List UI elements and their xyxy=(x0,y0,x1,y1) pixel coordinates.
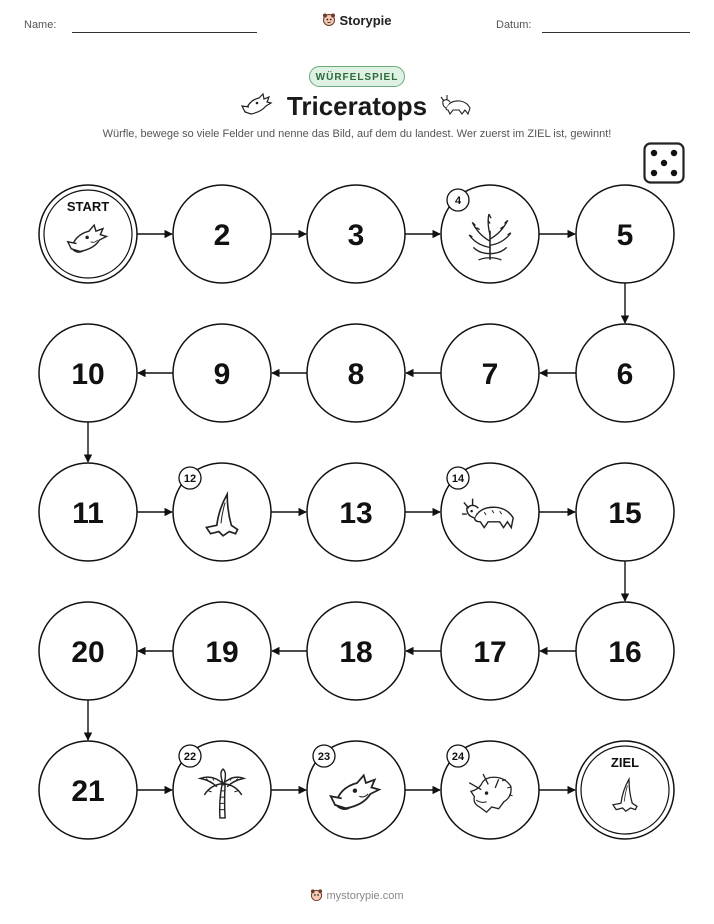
board-cell-19 xyxy=(173,602,271,700)
date-label: Datum: xyxy=(496,19,532,31)
brand-name: Storypie xyxy=(339,13,392,29)
cell-number: 20 xyxy=(71,636,105,669)
storypie-mascot-icon xyxy=(310,888,323,904)
cell-number: 10 xyxy=(71,358,105,391)
board-cell-14 xyxy=(441,463,539,561)
cell-number: 9 xyxy=(213,358,231,391)
footer-url[interactable]: mystorypie.com xyxy=(326,890,404,902)
cell-number: 18 xyxy=(339,636,373,669)
cell-number: 8 xyxy=(347,358,365,391)
cell-number: 11 xyxy=(72,497,104,530)
board-cell-10 xyxy=(39,324,137,422)
footer-link[interactable] xyxy=(0,888,714,904)
board-cell-2 xyxy=(173,185,271,283)
cell-number-badge: 14 xyxy=(451,473,465,485)
board-cell-15 xyxy=(576,463,674,561)
cell-number: 21 xyxy=(71,775,105,808)
board-cell-16 xyxy=(576,602,674,700)
board-cell-8 xyxy=(307,324,405,422)
name-label: Name: xyxy=(24,19,57,31)
start-label: START xyxy=(66,199,110,214)
cell-number-badge: 22 xyxy=(183,751,197,763)
cell-number: 7 xyxy=(481,358,499,391)
cell-number: 17 xyxy=(473,636,507,669)
board-cell-ziel xyxy=(576,741,674,839)
goal-label: ZIEL xyxy=(610,755,640,770)
board-cell-3 xyxy=(307,185,405,283)
cell-number: 2 xyxy=(213,219,231,252)
cell-number: 13 xyxy=(339,497,373,530)
board-cell-17 xyxy=(441,602,539,700)
board-cell-23 xyxy=(307,741,405,839)
board-cell-5 xyxy=(576,185,674,283)
board-cell-start xyxy=(39,185,137,283)
cell-number-badge: 23 xyxy=(317,751,331,763)
board-cell-13 xyxy=(307,463,405,561)
cell-number: 6 xyxy=(616,358,634,391)
board-cell-12 xyxy=(173,463,271,561)
cell-number: 3 xyxy=(347,219,365,252)
board-cell-20 xyxy=(39,602,137,700)
cell-number-badge: 12 xyxy=(183,473,197,485)
board-cell-6 xyxy=(576,324,674,422)
board-cell-4 xyxy=(441,185,539,283)
page-title: Triceratops xyxy=(286,91,428,121)
board-cell-21 xyxy=(39,741,137,839)
cell-number-badge: 4 xyxy=(454,195,462,207)
cell-number: 5 xyxy=(616,219,634,252)
board-cell-24 xyxy=(441,741,539,839)
board-cell-11 xyxy=(39,463,137,561)
cell-number: 15 xyxy=(608,497,642,530)
cell-number: 19 xyxy=(205,636,239,669)
instructions: Würfle, bewege so viele Felder und nenne das Bild, auf dem du landest. Wer zuerst im ZIEL ist, gewinnt! xyxy=(102,128,612,140)
board-cell-18 xyxy=(307,602,405,700)
board-cell-7 xyxy=(441,324,539,422)
game-type-badge: WÜRFELSPIEL xyxy=(309,66,405,87)
cell-number: 16 xyxy=(608,636,642,669)
board-cell-9 xyxy=(173,324,271,422)
cell-number-badge: 24 xyxy=(451,751,465,763)
board-cell-22 xyxy=(173,741,271,839)
